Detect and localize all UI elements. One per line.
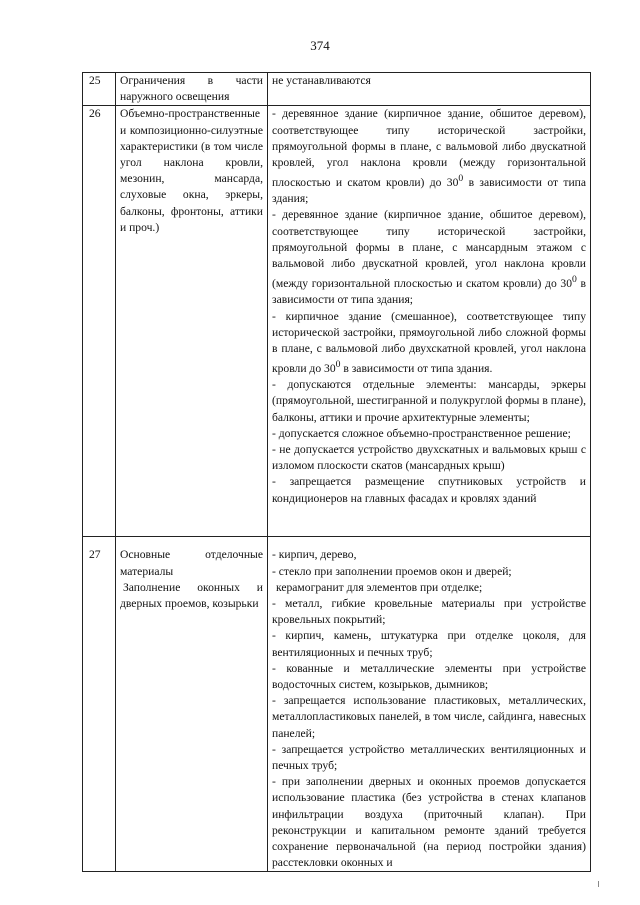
- requirement-line: керамогранит для элементов при отделке;: [276, 580, 483, 594]
- parameter-text: Ограничения в части наружного освещения: [120, 74, 263, 104]
- requirement-line: не устанавливаются: [272, 74, 371, 87]
- parameter-cell: [116, 106, 268, 537]
- parameter-cell: [116, 537, 268, 872]
- requirement-line: - кованные и металлические элементы при устройстве водосточных систем, козырьков, дымников;: [272, 661, 586, 692]
- row-number: 26: [83, 106, 116, 537]
- requirement-line: - кирпичное здание (смешанное), соответствующее типу исторической застройки, прямоугольной либо сложной формы в плане, с вальмовой либо двухскатной кровлей, угол наклона кровли до $30^0$ в зависимости от типа здания.: [272, 309, 586, 376]
- requirement-line: - при заполнении дверных и оконных проемов допускается использование пластика (без устройства в стенах клапанов инфильтрации воздуха (приточный клапан). При реконструкции и капитальном ремонте зданий требуется сохранение первоначальной (на период постройки здания) расстекловки оконных и: [272, 775, 586, 870]
- requirement-line: - запрещается размещение спутниковых устройств и кондиционеров на главных фасадах и кровлях зданий: [272, 475, 586, 505]
- requirement-line: - кирпич, камень, штукатурка при отделке цоколя, для вентиляционных и печных труб;: [272, 629, 586, 659]
- parameter-text: Объемно-пространственные и композиционно-силуэтные характеристики (в том числе угол наклона кровли, мезонин, мансарда, слуховые окна, эркеры, балконы, фронтоны, аттики и проч.): [120, 107, 263, 234]
- requirement-line: - стекло при заполнении проемов окон и дверей;: [272, 564, 512, 578]
- requirement-line: - допускаются отдельные элементы: мансарды, эркеры (прямоугольной, шестигранной и полукруглой формы в плане), балконы, аттики и прочие архитектурные элементы;: [272, 378, 586, 424]
- requirement-line: - не допускается устройство двухскатных и вальмовых крыш с изломом плоскости скатов (мансардных крыш): [272, 443, 586, 473]
- requirements-cell: [268, 537, 591, 872]
- requirement-line: - кирпич, дерево,: [272, 548, 357, 562]
- table-row: [83, 537, 591, 872]
- requirement-line: - допускается сложное объемно-пространственное решение;: [272, 426, 571, 440]
- scan-mark: [598, 881, 599, 887]
- parameter-text: Основные отделочные материалы: [120, 548, 263, 578]
- requirement-line: - запрещается устройство металлических вентиляционных и печных труб;: [272, 742, 586, 773]
- requirement-line: - деревянное здание (кирпичное здание, обшитое деревом), соответствующее типу исторической застройки, прямоугольной формы в плане, с вальмовой либо двускатной кровлей, угол наклона кровли (между горизонтальной плоскостью и скатом кровли) до $30^0$ в зависимости от типа здания;: [272, 107, 587, 206]
- requirements-cell: [268, 73, 591, 106]
- parameter-cell: [116, 73, 268, 106]
- requirement-line: - металл, гибкие кровельные материалы при устройстве кровельных покрытий;: [272, 597, 586, 627]
- requirement-line: - деревянное здание (кирпичное здание, обшитое деревом), соответствующее типу исторической застройки, прямоугольной формы в плане, с мансардным этажом с вальмовой либо двускатной кровлей, угол наклона кровли (между горизонтальной плоскостью и скатом кровли) до $30^0$ в зависимости от типа здания;: [272, 208, 586, 307]
- row-number: 25: [83, 73, 116, 106]
- row-number: 27: [83, 537, 116, 872]
- table-row: [83, 106, 591, 537]
- parameter-text: Заполнение оконных и дверных проемов, козырьки: [120, 580, 263, 611]
- requirement-line: - запрещается использование пластиковых, металлических, металлопластиковых панелей, в том числе, сайдинга, навесных панелей;: [272, 694, 586, 740]
- page-number: 374: [310, 38, 330, 53]
- table-row: [83, 73, 591, 106]
- regulations-table: [82, 72, 591, 872]
- requirements-cell: [268, 106, 591, 537]
